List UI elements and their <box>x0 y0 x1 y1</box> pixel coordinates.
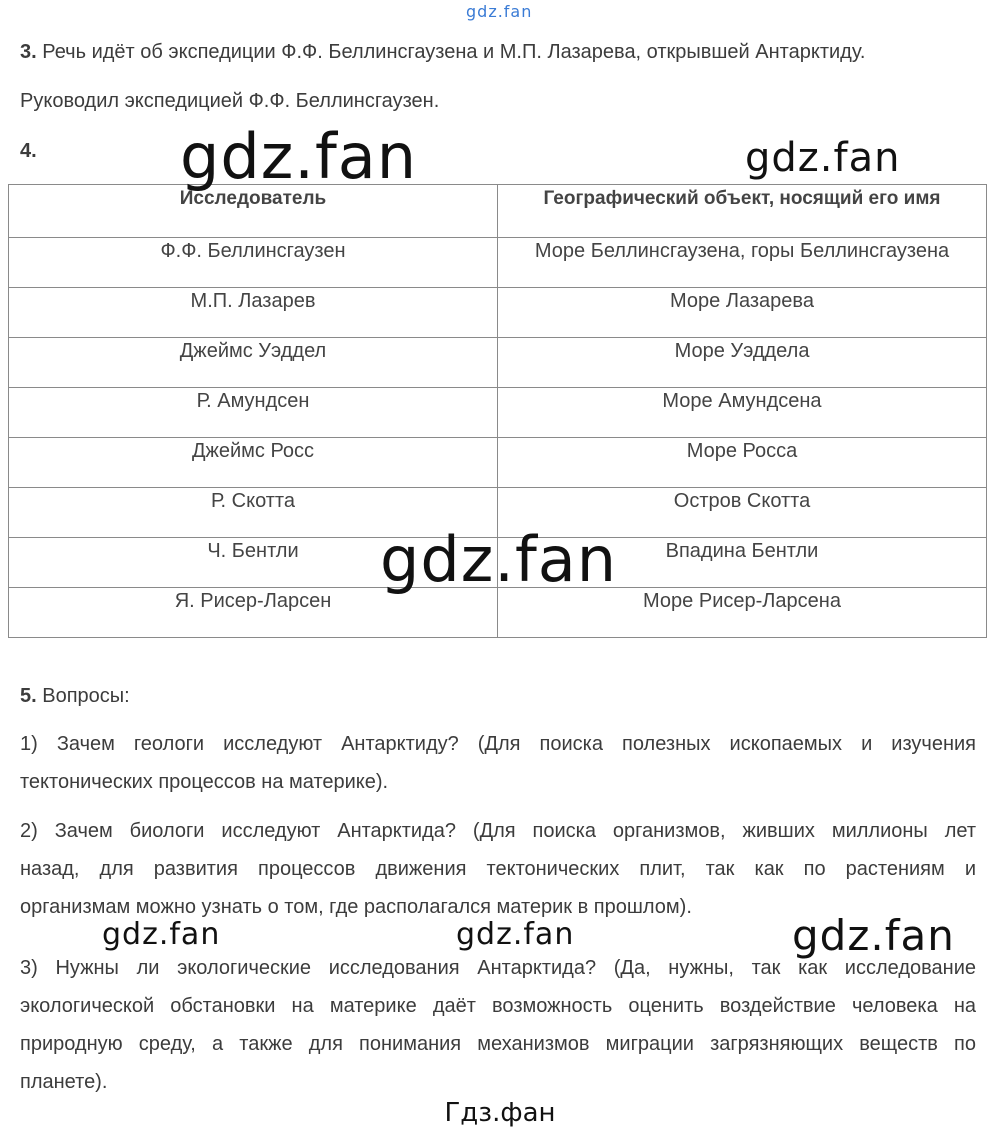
object-cell: Остров Скотта <box>498 488 987 538</box>
question-2-line: организмам можно узнать о том, где располагался материк в прошлом). <box>20 896 692 918</box>
section-5-heading <box>20 684 130 708</box>
object-cell: Море Рисер-Ларсена <box>498 588 987 638</box>
watermark: gdz.fan <box>380 523 618 596</box>
section-5-title: Вопросы: <box>42 685 130 707</box>
watermark: gdz.fan <box>745 135 901 181</box>
explorer-cell: Р. Амундсен <box>9 388 498 438</box>
explorer-cell: Джеймс Росс <box>9 438 498 488</box>
question-3-line: экологической обстановки на материке даёт возможность оценить воздействие человека на <box>20 995 976 1017</box>
question-1 <box>20 725 976 801</box>
question-3 <box>20 949 976 1101</box>
table-row <box>9 288 987 338</box>
section-3-line-1 <box>20 40 865 64</box>
question-3-line: 3) Нужны ли экологические исследования Антарктида? (Да, нужны, так как исследование <box>20 957 976 979</box>
question-2-line: назад, для развития процессов движения тектонических плит, так как по растениям и <box>20 858 976 880</box>
section-4-number: 4. <box>20 140 37 162</box>
object-cell: Море Лазарева <box>498 288 987 338</box>
table-row <box>9 238 987 288</box>
object-cell: Море Амундсена <box>498 388 987 438</box>
table-row <box>9 438 987 488</box>
question-3-line: планете). <box>20 1071 108 1093</box>
table-row <box>9 388 987 438</box>
section-3-text-1: Речь идёт об экспедиции Ф.Ф. Беллинсгаузена и М.П. Лазарева, открывшей Антарктиду. <box>42 41 866 63</box>
section-3-number: 3. <box>20 41 37 63</box>
object-cell: Впадина Бентли <box>498 538 987 588</box>
question-1-line: 1) Зачем геологи исследуют Антарктиду? (Для поиска полезных ископаемых и изучения <box>20 733 976 755</box>
table-header-explorer: Исследователь <box>9 185 498 238</box>
watermark: gdz.fan <box>180 120 418 193</box>
watermark: gdz.fan <box>102 917 221 952</box>
explorer-cell: Ч. Бентли <box>9 538 498 588</box>
table-row <box>9 338 987 388</box>
question-2 <box>20 812 976 926</box>
top-watermark: gdz.fan <box>466 2 533 21</box>
object-cell: Море Росса <box>498 438 987 488</box>
section-5-number: 5. <box>20 685 37 707</box>
watermark: gdz.fan <box>456 917 575 952</box>
footer-label: Гдз.фан <box>444 1098 556 1128</box>
explorer-cell: Джеймс Уэддел <box>9 338 498 388</box>
explorer-cell: Р. Скотта <box>9 488 498 538</box>
question-3-line: природную среду, а также для понимания механизмов миграции загрязняющих веществ по <box>20 1033 976 1055</box>
section-3-line-2: Руководил экспедицией Ф.Ф. Беллинсгаузен. <box>20 90 440 112</box>
question-2-line: 2) Зачем биологи исследуют Антарктида? (Для поиска организмов, живших миллионы лет <box>20 820 976 842</box>
object-cell: Море Уэддела <box>498 338 987 388</box>
watermark: gdz.fan <box>792 911 955 960</box>
explorer-cell: Я. Рисер-Ларсен <box>9 588 498 638</box>
explorer-cell: Ф.Ф. Беллинсгаузен <box>9 238 498 288</box>
object-cell: Море Беллинсгаузена, горы Беллинсгаузена <box>498 238 987 288</box>
question-1-line: тектонических процессов на материке). <box>20 771 389 793</box>
explorer-cell: М.П. Лазарев <box>9 288 498 338</box>
table-header-object: Географический объект, носящий его имя <box>498 185 987 238</box>
table-header-row <box>9 185 987 238</box>
